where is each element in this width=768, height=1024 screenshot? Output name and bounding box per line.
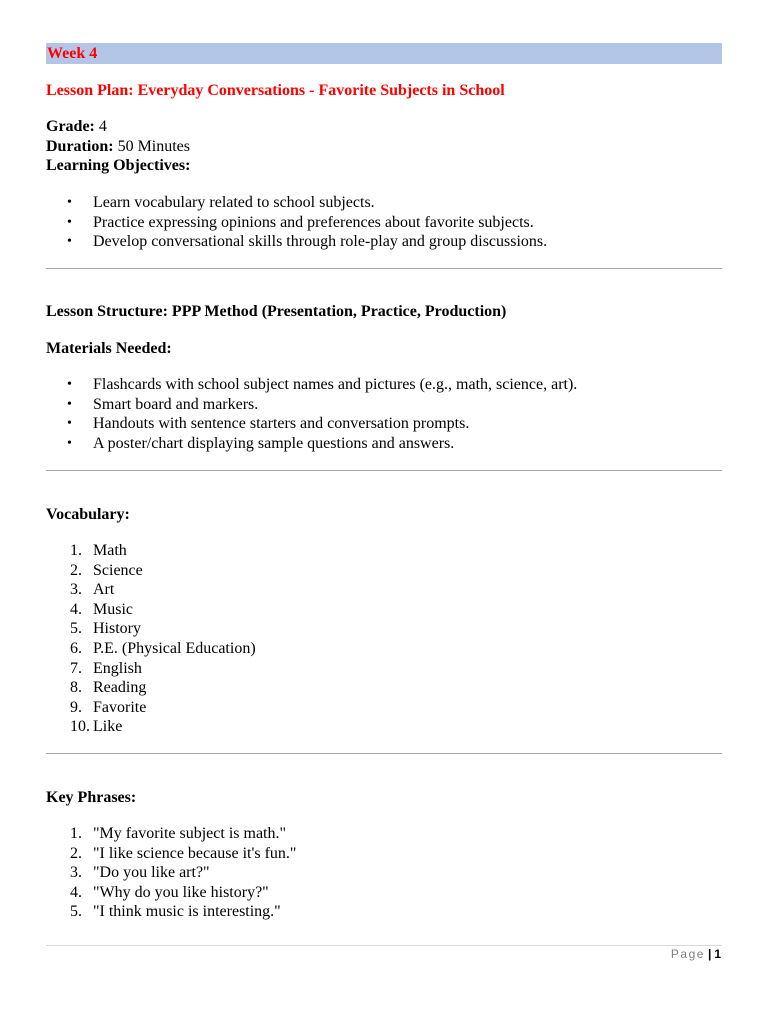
grade-label: Grade: <box>46 118 95 135</box>
duration-label: Duration: <box>46 138 114 155</box>
list-item: 4. "Why do you like history?" <box>70 883 269 901</box>
list-item: 9. Favorite <box>70 698 147 716</box>
grade-line <box>46 117 107 137</box>
materials-list <box>46 375 577 453</box>
list-item: 1. Math <box>70 542 127 559</box>
objectives-heading: Learning Objectives: <box>46 157 191 174</box>
vocabulary-heading: Vocabulary: <box>46 506 130 523</box>
list-item: • Practice expressing opinions and preferences about favorite subjects. <box>46 213 547 233</box>
week-banner <box>46 43 722 64</box>
list-item: 5. History <box>70 620 141 638</box>
vocabulary-list <box>46 541 256 737</box>
list-item: • Smart board and markers. <box>46 395 577 415</box>
grade-value: 4 <box>98 118 107 135</box>
list-item: 7. English <box>70 659 142 677</box>
divider <box>46 470 722 471</box>
list-item: 6. P.E. (Physical Education) <box>70 639 256 657</box>
list-item: • Develop conversational skills through role-play and group discussions. <box>46 232 547 252</box>
week-label: Week 4 <box>47 45 98 62</box>
lesson-title: Lesson Plan: Everyday Conversations - Favorite Subjects in School <box>46 82 505 99</box>
list-item: 2. "I like science because it's fun." <box>70 844 297 862</box>
divider <box>46 268 722 269</box>
materials-heading: Materials Needed: <box>46 340 172 357</box>
list-item: • A poster/chart displaying sample questions and answers. <box>46 434 577 454</box>
phrases-heading: Key Phrases: <box>46 789 137 806</box>
list-item: 4. Music <box>70 600 133 618</box>
page-number: 1 <box>714 947 721 961</box>
list-item: • Handouts with sentence starters and conversation prompts. <box>46 414 577 434</box>
page-separator: | <box>707 947 712 961</box>
structure-heading: Lesson Structure: PPP Method (Presentation, Practice, Production) <box>46 303 507 320</box>
list-item: • Learn vocabulary related to school subjects. <box>46 193 547 213</box>
page-label: Page <box>670 947 705 961</box>
objectives-list <box>46 193 547 252</box>
duration-value: 50 Minutes <box>117 138 191 155</box>
page-footer <box>671 947 721 961</box>
list-item: 3. Art <box>70 581 115 599</box>
list-item: 8. Reading <box>70 679 147 697</box>
list-item: 1. "My favorite subject is math." <box>70 825 287 842</box>
duration-line <box>46 137 190 157</box>
list-item: 10. Like <box>70 718 123 736</box>
divider <box>46 753 722 754</box>
list-item: 3. "Do you like art?" <box>70 864 210 882</box>
footer-divider <box>46 945 722 946</box>
phrases-list <box>46 824 296 922</box>
list-item: 5. "I think music is interesting." <box>70 903 281 921</box>
list-item: 2. Science <box>70 561 143 579</box>
list-item: • Flashcards with school subject names and pictures (e.g., math, science, art). <box>46 375 577 395</box>
